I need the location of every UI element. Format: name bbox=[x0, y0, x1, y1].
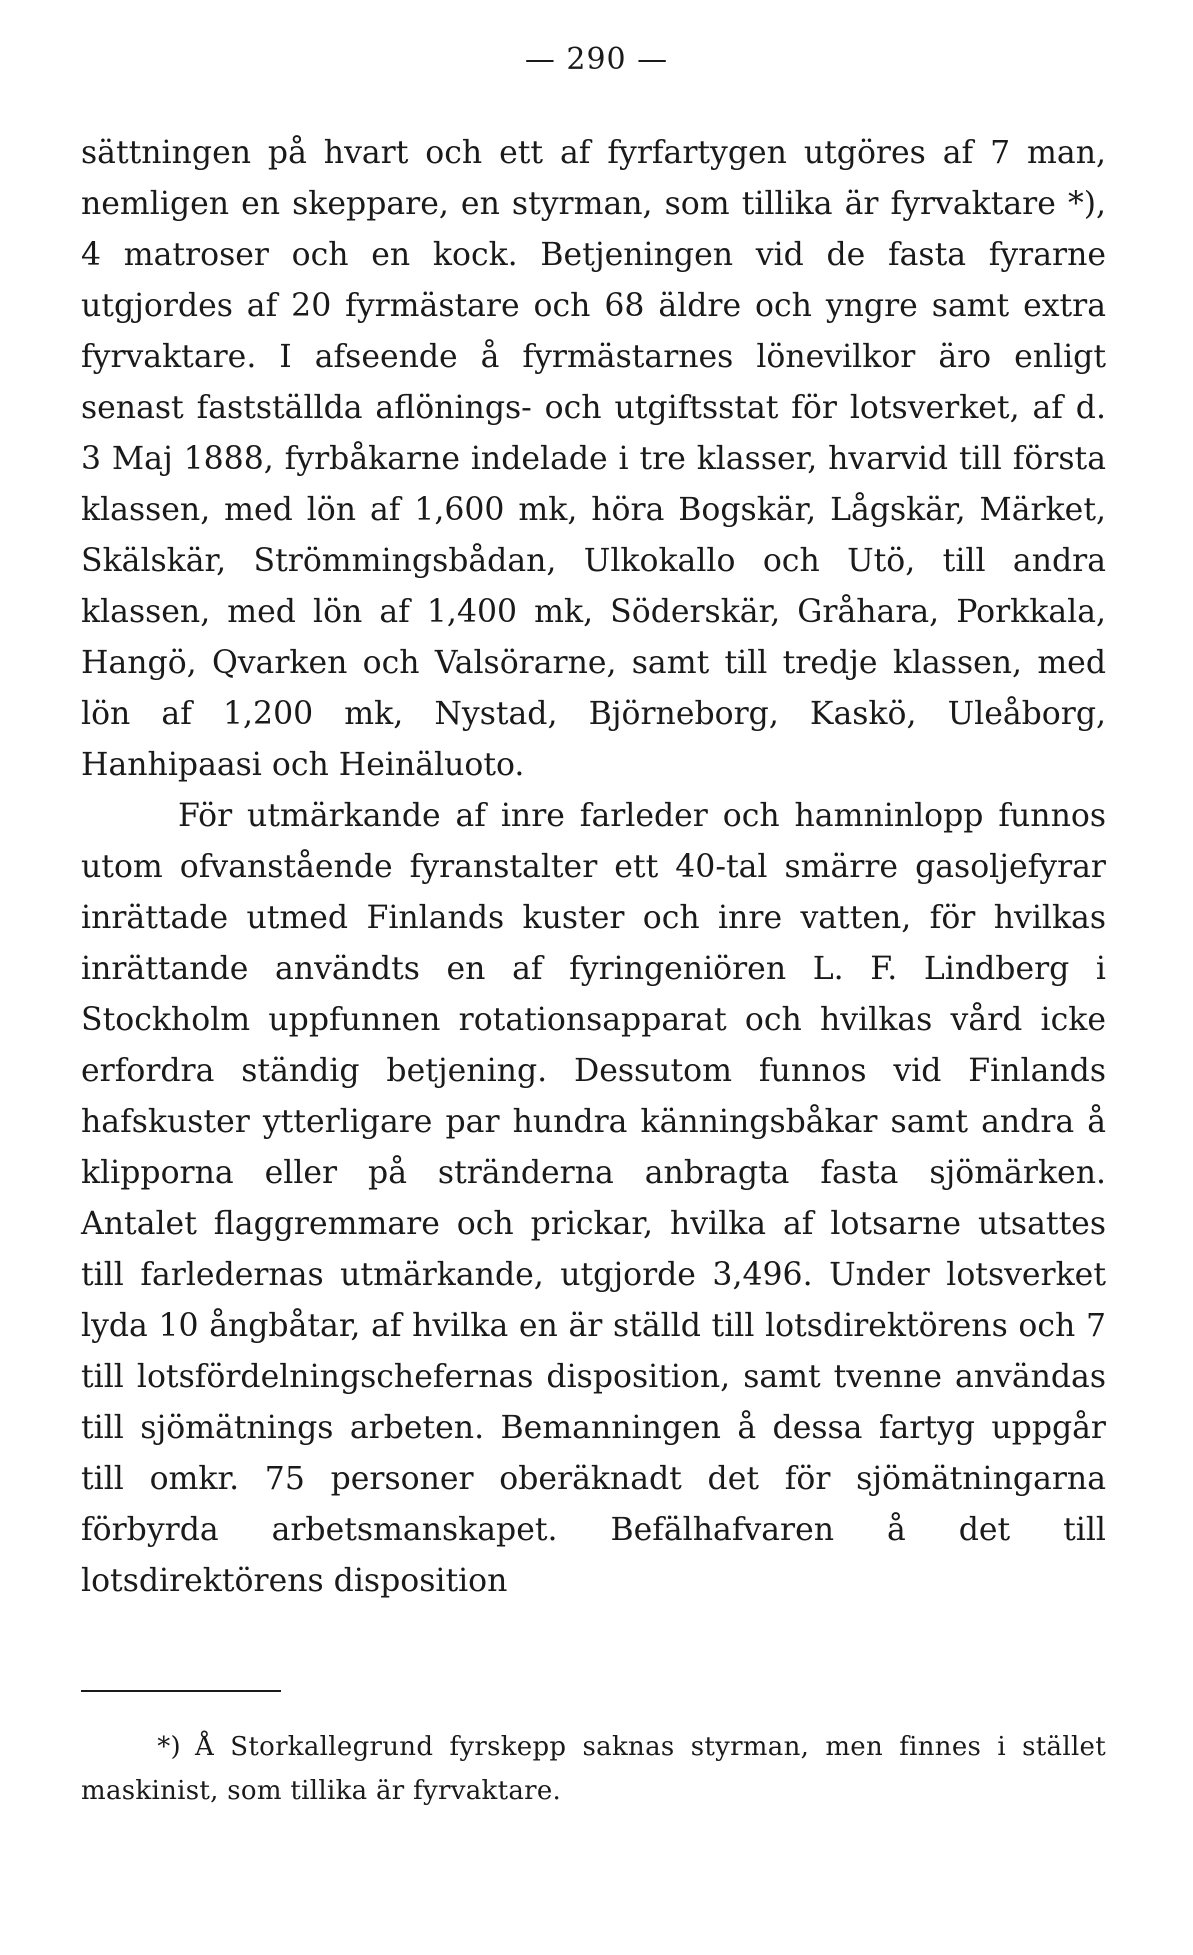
paragraph: För utmärkande af inre farleder och hamninlopp funnos utom ofvanstående fyranstalter ett 40-tal smärre gasoljefyrar inrättade utmed Finlands kuster och inre vatten, för hvilkas inrättande användts en af fyringeniören L. F. Lindberg i Stockholm uppfunnen rotationsapparat och hvilkas vård icke erfordra ständig betjening. Dessutom funnos vid Finlands hafskuster ytterligare par hundra känningsbåkar samt andra å klipporna eller på stränderna anbragta fasta sjömärken. Antalet flaggremmare och prickar, hvilka af lotsarne utsattes till farledernas utmärkande, utgjorde 3,496. Under lotsverket lyda 10 ångbåtar, af hvilka en är ställd till lotsdirektörens och 7 till lotsfördelningschefernas disposition, samt tvenne användas till sjömätnings arbeten. Bemanningen å dessa fartyg uppgår till omkr. 75 personer oberäknadt det för sjömätningarna förbyrda arbetsmanskapet. Befälhafvaren å det till lotsdirektörens disposition bbox=[81, 798, 1106, 1599]
footnote-rule bbox=[81, 1690, 281, 1692]
paragraph: sättningen på hvart och ett af fyrfartygen utgöres af 7 man, nemligen en skeppare, en styrman, som tillika är fyrvaktare *), 4 matroser och en kock. Betjeningen vid de fasta fyrarne utgjordes af 20 fyrmästare och 68 äldre och yngre samt extra fyrvaktare. I afseende å fyrmästarnes lönevilkor äro enligt senast fastställda aflönings- och utgiftsstat för lotsverket, af d. 3 Maj 1888, fyrbåkarne indelade i tre klasser, hvarvid till första klassen, med lön af 1,600 mk, höra Bogskär, Lågskär, Märket, Skälskär, Strömmingsbådan, Ulkokallo och Utö, till andra klassen, med lön af 1,400 mk, Söderskär, Gråhara, Porkkala, Hangö, Qvarken och Valsörarne, samt till tredje klassen, med lön af 1,200 mk, Nystad, Björneborg, Kaskö, Uleåborg, Hanhipaasi och Heinäluoto. bbox=[81, 135, 1106, 783]
footnote-text: Å Storkallegrund fyrskepp saknas styrman, men finnes i stället maskinist, som tillika är fyrvaktare. bbox=[81, 1732, 1106, 1806]
body-text bbox=[81, 128, 1106, 1607]
page-number: — 290 — bbox=[524, 42, 669, 77]
footnote-marker: *) bbox=[157, 1732, 181, 1762]
footnote bbox=[81, 1725, 1106, 1813]
